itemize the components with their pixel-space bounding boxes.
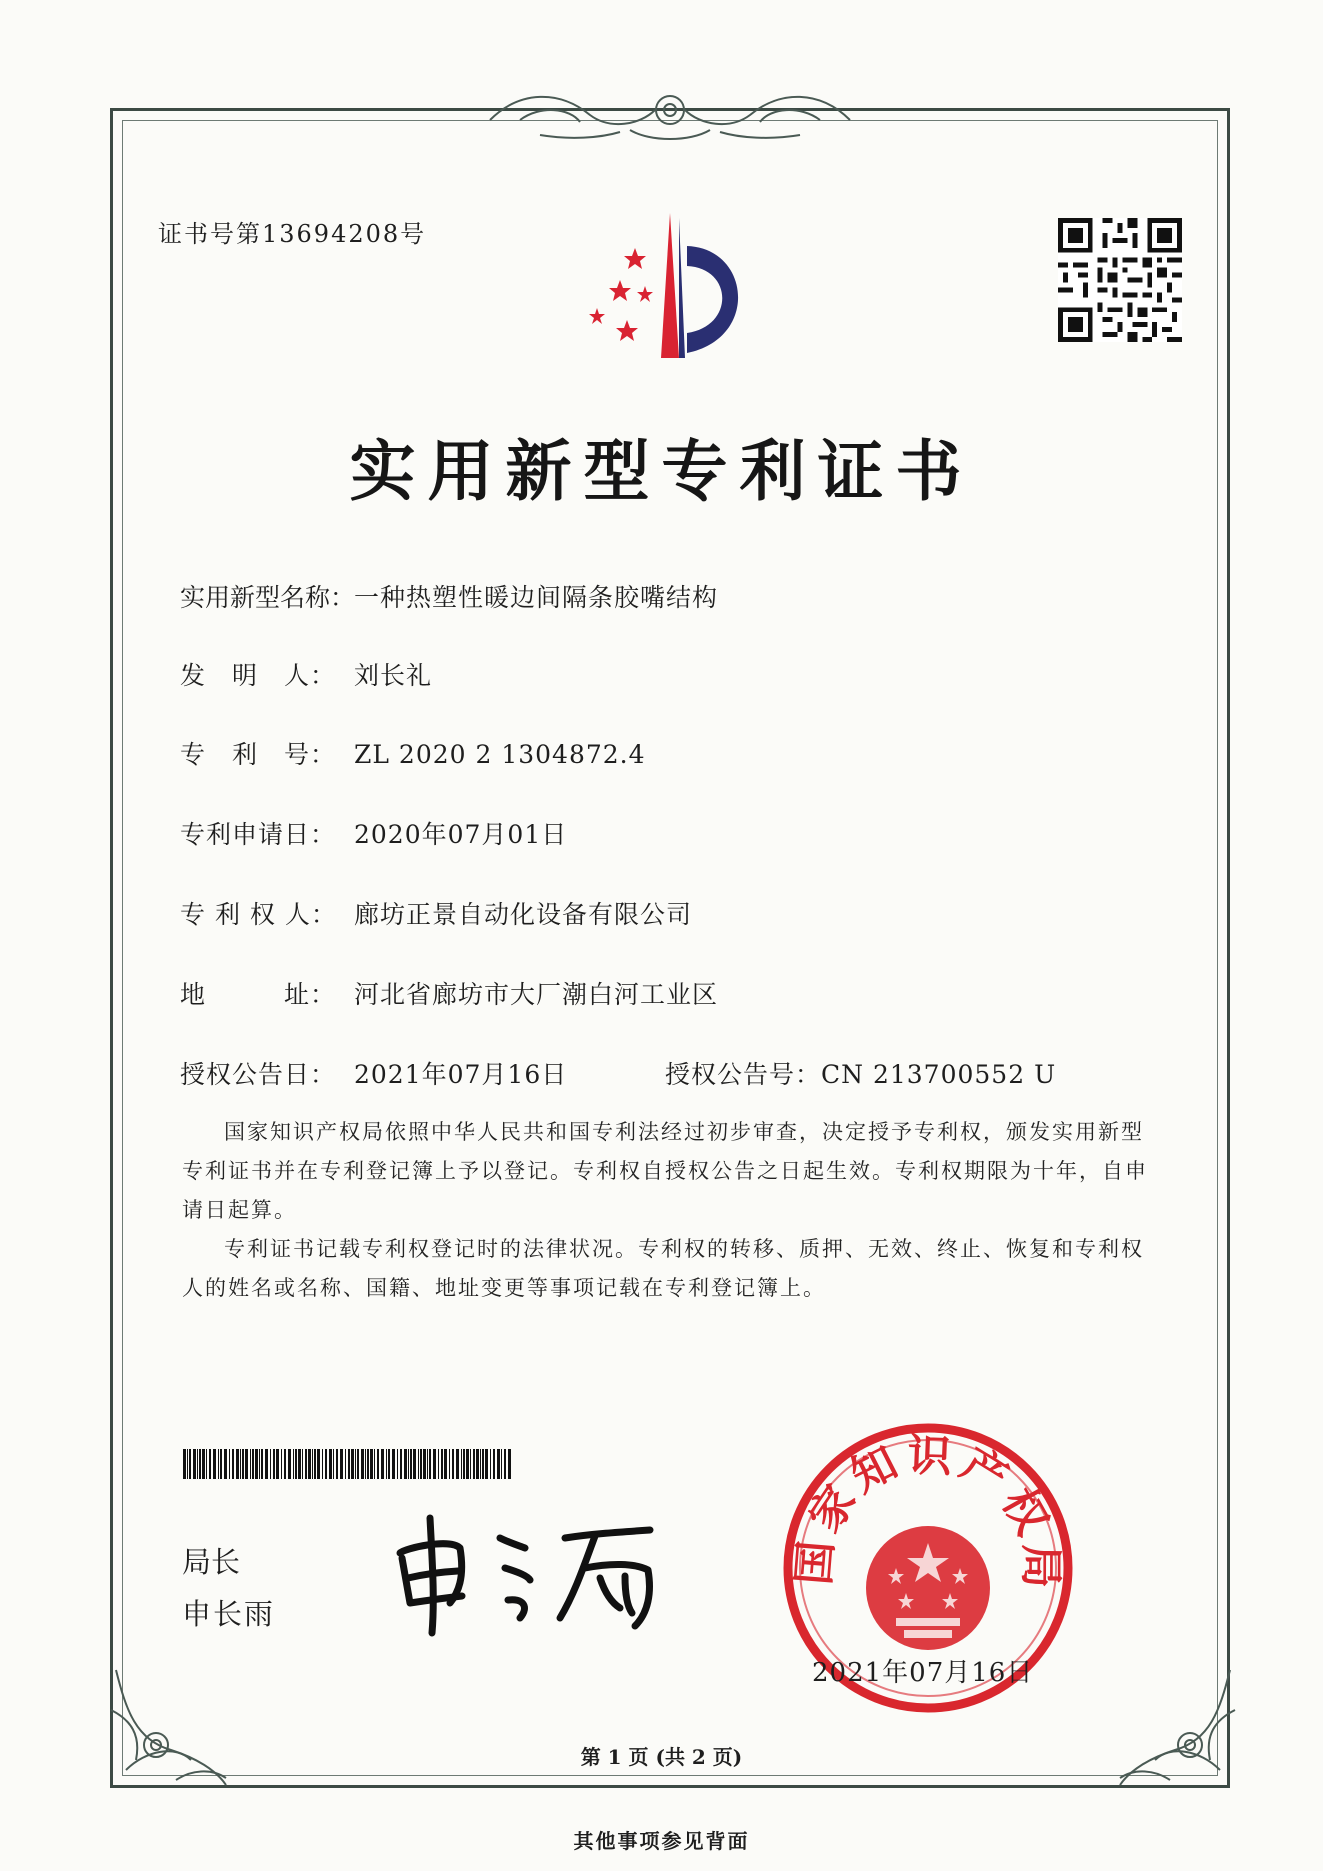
certificate-number: 证书号第13694208号 (158, 220, 427, 248)
statement-paragraph-2: 专利证书记载专利权登记时的法律状况。专利权的转移、质押、无效、终止、恢复和专利权人的姓名或名称、国籍、地址变更等事项记载在专利登记簿上。 (182, 1237, 1144, 1300)
field-value: ZL 2020 2 1304872.4 (354, 740, 646, 769)
statement-paragraph-1: 国家知识产权局依照中华人民共和国专利法经过初步审查，决定授予专利权，颁发实用新型专利证书并在专利登记簿上予以登记。专利权自授权公告之日起生效。专利权期限为十年，自申请日起算。 (182, 1120, 1148, 1222)
back-side-note: 其他事项参见背面 (573, 1829, 750, 1853)
qr-code-icon (1058, 218, 1182, 342)
svg-text:国家知识产权局: 国家知识产权局 (788, 1430, 1067, 1595)
field-label: 实用新型名称： (180, 583, 356, 612)
field-address (180, 975, 718, 1011)
field-value: 廊坊正景自动化设备有限公司 (354, 900, 693, 929)
field-label: 专 利 号： (180, 740, 337, 769)
field-grant-number (665, 1055, 1056, 1091)
field-inventor (180, 656, 432, 692)
field-label: 专利申请日： (180, 820, 337, 849)
field-utility-model-name (180, 578, 718, 614)
director-name: 申长雨 (182, 1597, 276, 1631)
field-label: 授权公告号： (665, 1060, 822, 1089)
field-value: 2020年07月01日 (354, 820, 568, 849)
field-grant-date (180, 1055, 567, 1091)
field-patentee (180, 895, 692, 931)
certificate-title: 实用新型专利证书 (349, 432, 974, 510)
field-patent-number (180, 735, 646, 771)
field-label: 发 明 人： (180, 661, 337, 690)
top-ornament-icon (480, 80, 860, 150)
field-value: 河北省廊坊市大厂潮白河工业区 (354, 980, 719, 1009)
field-value: 刘长礼 (354, 661, 433, 690)
field-label: 地 址： (180, 980, 337, 1009)
bottom-left-ornament-icon (96, 1650, 246, 1800)
bottom-right-ornament-icon (1100, 1650, 1250, 1800)
field-value: CN 213700552 U (821, 1060, 1057, 1089)
field-value: 2021年07月16日 (354, 1060, 568, 1089)
field-label: 授权公告日： (180, 1060, 337, 1089)
field-filing-date (180, 815, 567, 851)
director-title: 局长 (182, 1545, 241, 1579)
page-number: 第 1 页 (共 2 页) (580, 1745, 743, 1769)
director-signature-icon (380, 1508, 680, 1638)
barcode-icon (183, 1449, 513, 1479)
seal-date: 2021年07月16日 (812, 1658, 1034, 1688)
patent-office-logo-icon (575, 208, 775, 368)
field-value: 一种热塑性暖边间隔条胶嘴结构 (354, 583, 719, 612)
field-label: 专 利 权 人： (180, 900, 337, 929)
